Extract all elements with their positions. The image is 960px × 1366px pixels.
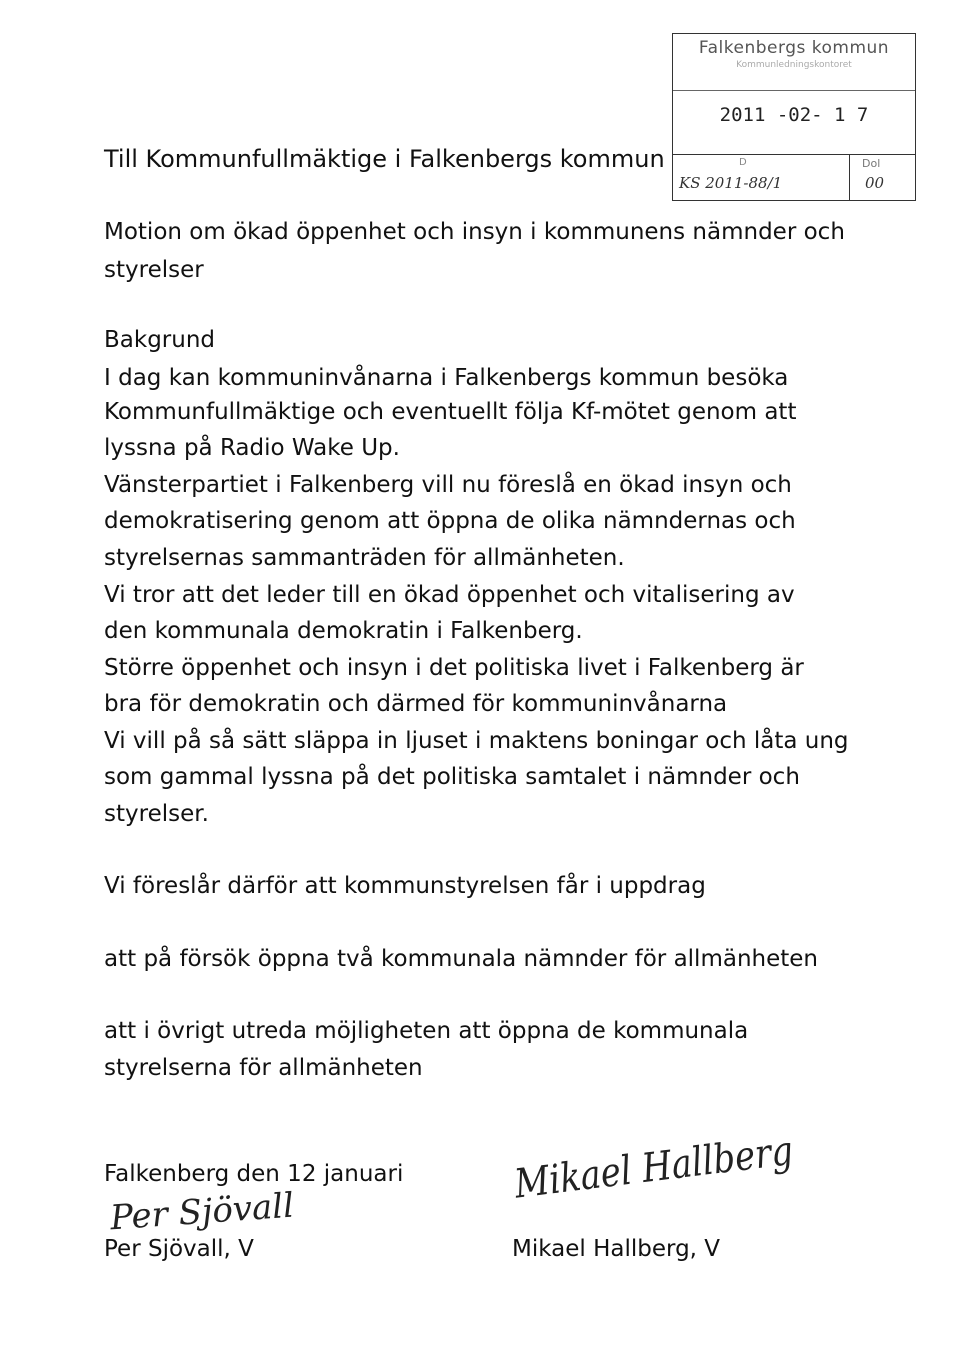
body-line: Vi vill på så sätt släppa in ljuset i maktens boningar och låta ung xyxy=(104,728,849,754)
stamp-date: 2011 -02- 1 7 xyxy=(719,104,869,126)
body-line: demokratisering genom att öppna de olika nämndernas och xyxy=(104,508,796,534)
addressee: Till Kommunfullmäktige i Falkenbergs kommun xyxy=(104,145,665,173)
handwritten-signature: Per Sjövall xyxy=(108,1185,296,1239)
stamp-reference: KS 2011-88/1 xyxy=(679,174,783,192)
section-heading: Bakgrund xyxy=(104,327,216,353)
proposal-item: styrelserna för allmänheten xyxy=(104,1055,423,1081)
body-line: I dag kan kommuninvånarna i Falkenbergs kommun besöka xyxy=(104,365,789,391)
proposal-item: att i övrigt utreda möjligheten att öppna de kommunala xyxy=(104,1018,749,1044)
motion-title-line: Motion om ökad öppenhet och insyn i kommunens nämnder och xyxy=(104,219,845,245)
signatory-name: Mikael Hallberg, V xyxy=(512,1236,721,1262)
body-line: bra för demokratin och därmed för kommuninvånarna xyxy=(104,691,728,717)
stamp-organization: Falkenbergs kommun xyxy=(698,38,890,58)
stamp-divider xyxy=(673,154,915,155)
proposal-intro: Vi föreslår därför att kommunstyrelsen får i uppdrag xyxy=(104,873,706,899)
body-line: Vi tror att det leder till en ökad öppenhet och vitalisering av xyxy=(104,582,795,608)
stamp-divider xyxy=(849,154,850,200)
handwritten-signature: Mikael Hallberg xyxy=(512,1127,796,1208)
proposal-item: att på försök öppna två kommunala nämnder för allmänheten xyxy=(104,946,818,972)
signatory-name: Per Sjövall, V xyxy=(104,1236,254,1262)
body-line: Vänsterpartiet i Falkenberg vill nu föreslå en ökad insyn och xyxy=(104,472,792,498)
body-line: styrelser. xyxy=(104,801,209,827)
motion-title-line: styrelser xyxy=(104,257,204,283)
body-line: lyssna på Radio Wake Up. xyxy=(104,435,400,461)
stamp-divider xyxy=(673,90,915,91)
stamp-dol-label: Dol xyxy=(862,157,881,170)
received-stamp xyxy=(672,33,916,201)
stamp-part: 00 xyxy=(865,174,885,192)
body-line: som gammal lyssna på det politiska samtalet i nämnder och xyxy=(104,764,800,790)
body-line: den kommunala demokratin i Falkenberg. xyxy=(104,618,583,644)
place-date: Falkenberg den 12 januari xyxy=(104,1161,404,1187)
body-line: Större öppenhet och insyn i det politiska livet i Falkenberg är xyxy=(104,655,804,681)
body-line: styrelsernas sammanträden för allmänheten. xyxy=(104,545,625,571)
stamp-subtitle: Kommunledningskontoret xyxy=(736,60,852,70)
body-line: Kommunfullmäktige och eventuellt följa Kf-mötet genom att xyxy=(104,399,797,425)
stamp-d-label: D xyxy=(739,157,747,168)
